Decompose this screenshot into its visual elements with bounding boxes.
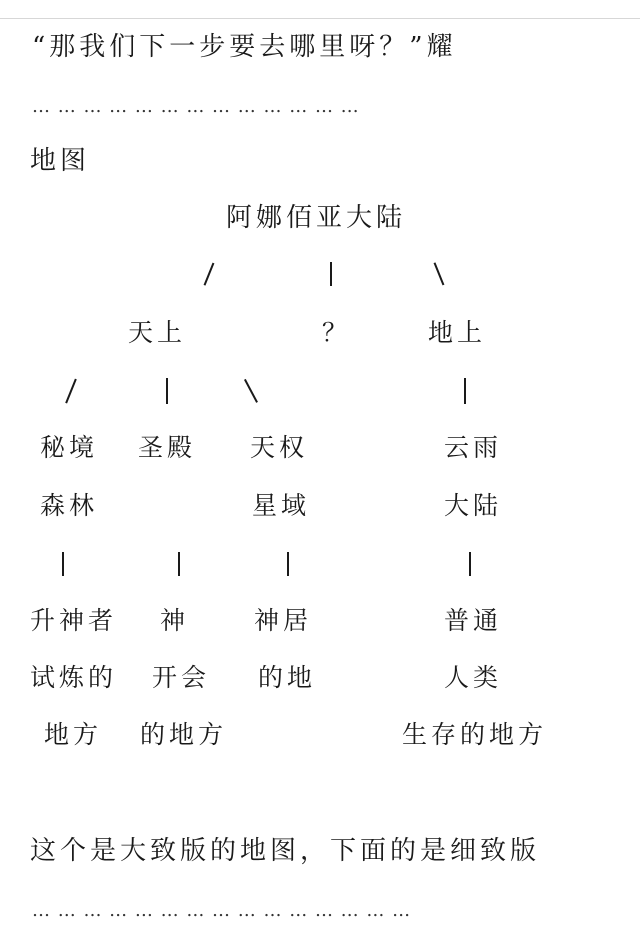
connector-dishang-yunyu <box>464 378 466 404</box>
node-putong-line3: 生存的地方 <box>402 720 548 749</box>
node-shengshenzhe-line1: 升神者 <box>30 606 118 635</box>
node-putong-line2: 人类 <box>444 663 503 692</box>
node-shen-line3: 的地方 <box>140 720 228 749</box>
node-shenju-line2: 的地 <box>258 663 317 692</box>
node-shen-line2: 开会 <box>152 663 211 692</box>
node-shengdian: 圣殿 <box>138 433 197 462</box>
connector-tianshang-mijing <box>65 379 76 404</box>
node-shen-line1: 神 <box>160 606 190 635</box>
node-unknown: ？ <box>322 318 352 347</box>
closing-note: 这个是大致版的地图，下面的是细致版 <box>30 836 541 866</box>
connector-shengdian-shen <box>178 552 180 576</box>
node-shengshenzhe-line2: 试炼的 <box>30 663 118 692</box>
connector-root-left <box>204 263 214 286</box>
dialog-line: “那我们下一步要去哪里呀？”耀 <box>32 32 457 62</box>
root-node: 阿娜佰亚大陆 <box>226 203 407 233</box>
map-heading: 地图 <box>30 146 91 176</box>
node-shenju-line1: 神居 <box>254 606 313 635</box>
node-tianquan-line2: 星域 <box>252 491 311 520</box>
connector-mijing-shengshenzhe <box>62 552 64 576</box>
top-divider <box>0 18 640 19</box>
node-shengshenzhe-line3: 地方 <box>44 720 103 749</box>
ellipsis-line-top: … … … … … … … … … … … … … <box>32 96 360 117</box>
node-mijing-line1: 秘境 <box>40 433 99 462</box>
node-tianshang: 天上 <box>128 318 187 347</box>
node-yunyu-line2: 大陆 <box>444 491 503 520</box>
connector-root-right <box>434 263 444 286</box>
connector-yunyu-putong <box>469 552 471 576</box>
node-putong-line1: 普通 <box>444 606 503 635</box>
connector-tianshang-tianquan <box>244 379 258 403</box>
connector-tianquan-shenju <box>287 552 289 576</box>
ellipsis-line-bottom: … … … … … … … … … … … … … … … <box>32 900 412 921</box>
node-yunyu-line1: 云雨 <box>444 433 503 462</box>
node-dishang: 地上 <box>428 318 487 347</box>
connector-root-middle <box>330 262 332 286</box>
connector-tianshang-shengdian <box>166 378 168 404</box>
node-tianquan-line1: 天权 <box>250 433 309 462</box>
node-mijing-line2: 森林 <box>40 491 99 520</box>
